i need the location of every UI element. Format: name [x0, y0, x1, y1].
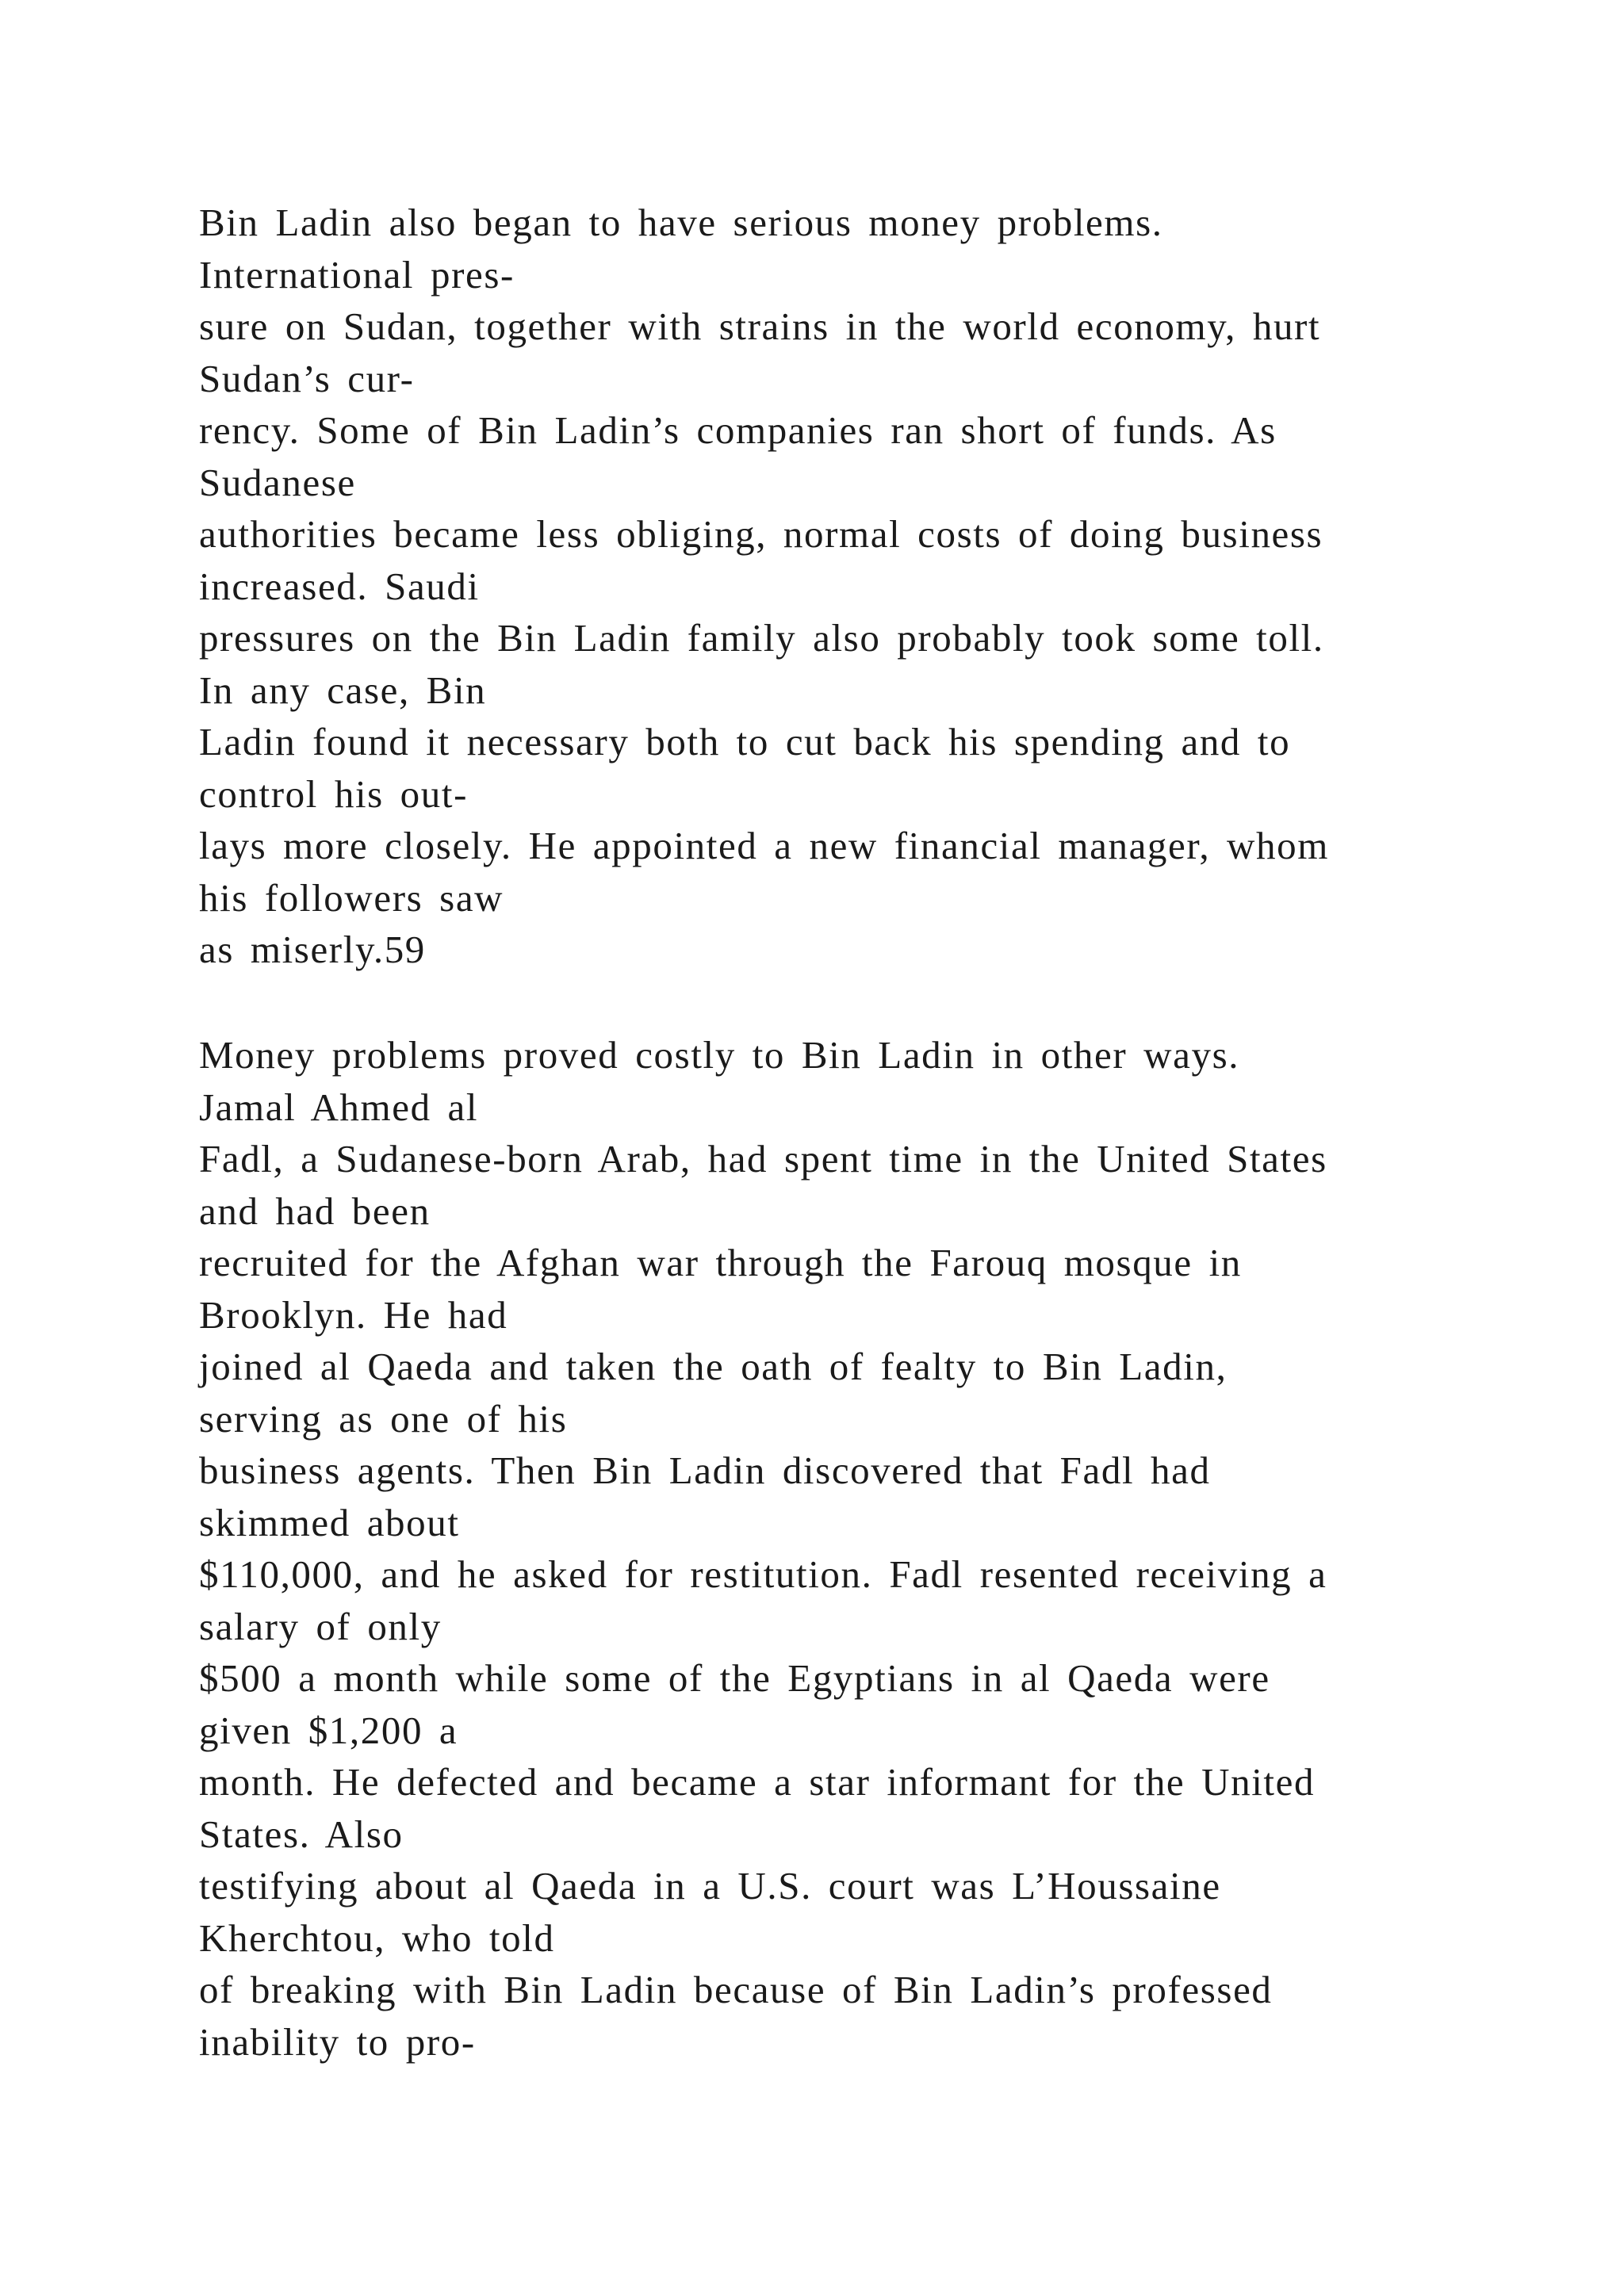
text-line: $500 a month while some of the Egyptians in al Qaeda were	[199, 1656, 1270, 1700]
text-line: given $1,200 a	[199, 1708, 458, 1752]
text-line: In any case, Bin	[199, 668, 487, 712]
text-line: joined al Qaeda and taken the oath of fealty to Bin Ladin,	[199, 1345, 1228, 1388]
text-line: testifying about al Qaeda in a U.S. court was L’Houssaine	[199, 1864, 1221, 1908]
text-line: month. He defected and became a star informant for the United	[199, 1760, 1316, 1804]
text-line: inability to pro-	[199, 2019, 476, 2064]
text-line: serving as one of his	[199, 1396, 568, 1441]
text-line: rency. Some of Bin Ladin’s companies ran short of funds. As	[199, 408, 1277, 452]
text-line: sure on Sudan, together with strains in the world economy, hurt	[199, 304, 1321, 348]
paragraph-money-problems	[199, 197, 1515, 976]
text-line: $110,000, and he asked for restitution. Fadl resented receiving a	[199, 1552, 1327, 1596]
text-line: skimmed about	[199, 1500, 460, 1544]
text-line: Jamal Ahmed al	[199, 1085, 479, 1129]
text-line: business agents. Then Bin Ladin discovered that Fadl had	[199, 1448, 1211, 1492]
text-line: control his out-	[199, 771, 469, 816]
paragraph-fadl-defection	[199, 1029, 1515, 2068]
text-line: of breaking with Bin Ladin because of Bin Ladin’s professed	[199, 1968, 1273, 2011]
text-line: Fadl, a Sudanese-born Arab, had spent time in the United States	[199, 1137, 1327, 1181]
text-line: States. Also	[199, 1812, 404, 1856]
text-line: as miserly.59	[199, 928, 426, 971]
text-line: pressures on the Bin Ladin family also probably took some toll.	[199, 616, 1324, 660]
text-line: Money problems proved costly to Bin Ladin in other ways.	[199, 1033, 1240, 1077]
text-line: authorities became less obliging, normal costs of doing business	[199, 512, 1323, 556]
text-line: lays more closely. He appointed a new financial manager, whom	[199, 824, 1329, 867]
text-line: increased. Saudi	[199, 564, 480, 608]
text-line: Bin Ladin also began to have serious money problems.	[199, 201, 1163, 244]
text-line: Brooklyn. He had	[199, 1292, 508, 1337]
text-line: recruited for the Afghan war through the Farouq mosque in	[199, 1241, 1242, 1284]
text-line: salary of only	[199, 1604, 442, 1648]
text-line: his followers saw	[199, 875, 504, 920]
text-line: Sudan’s cur-	[199, 356, 415, 400]
text-line: Sudanese	[199, 460, 356, 504]
text-line: Kherchtou, who told	[199, 1915, 555, 1960]
text-line: International pres-	[199, 252, 515, 297]
text-line: and had been	[199, 1188, 431, 1233]
text-line: Ladin found it necessary both to cut back his spending and to	[199, 720, 1291, 763]
